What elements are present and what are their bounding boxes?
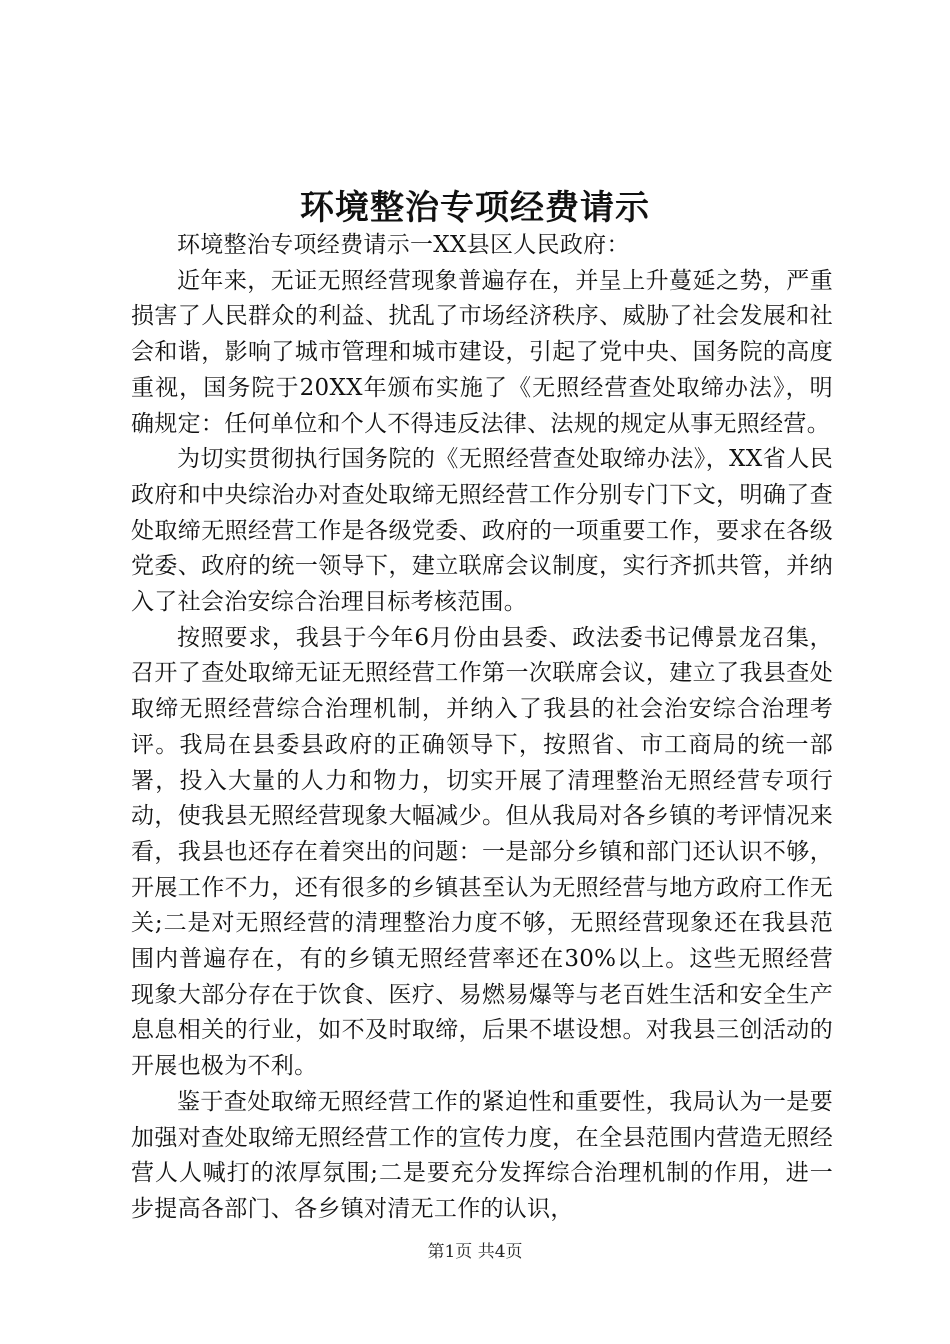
body-paragraph: 为切实贯彻执行国务院的《无照经营查处取缔办法》，XX省人民政府和中央综治办对查处取缔无照经营工作分别专门下文，明确了查处取缔无照经营工作是各级党委、政府的一项重要工作，要求在各级党委、政府的统一领导下，建立联席会议制度，实行齐抓共管，并纳入了社会治安综合治理目标考核范围。 — [131, 446, 833, 616]
page-number-footer: 第1页 共4页 — [427, 1242, 523, 1262]
salutation-paragraph: 环境整治专项经费请示一XX县区人民政府： — [177, 232, 630, 258]
body-paragraph: 近年来，无证无照经营现象普遍存在，并呈上升蔓延之势，严重损害了人民群众的利益、扰乱了市场经济秩序、威胁了社会发展和社会和谐，影响了城市管理和城市建设，引起了党中央、国务院的高度重视，国务院于20XX年颁布实施了《无照经营查处取缔办法》，明确规定：任何单位和个人不得违反法律、法规的规定从事无照经营。 — [131, 267, 833, 437]
body-paragraph: 按照要求，我县于今年6月份由县委、政法委书记傅景龙召集，召开了查处取缔无证无照经营工作第一次联席会议，建立了我县查处取缔无照经营综合治理机制，并纳入了我县的社会治安综合治理考评。我局在县委县政府的正确领导下，按照省、市工商局的统一部署，投入大量的人力和物力，切实开展了清理整治无照经营专项行动，使我县无照经营现象大幅减少。但从我局对各乡镇的考评情况来看，我县也还存在着突出的问题：一是部分乡镇和部门还认识不够，开展工作不力，还有很多的乡镇甚至认为无照经营与地方政府工作无关;二是对无照经营的清理整治力度不够，无照经营现象还在我县范围内普遍存在，有的乡镇无照经营率还在30%以上。这些无照经营现象大部分存在于饮食、医疗、易燃易爆等与老百姓生活和安全生产息息相关的行业，如不及时取缔，后果不堪设想。对我县三创活动的开展也极为不利。 — [131, 624, 833, 1080]
document-body — [131, 228, 833, 1228]
body-paragraph: 鉴于查处取缔无照经营工作的紧迫性和重要性，我局认为一是要加强对查处取缔无照经营工作的宣传力度，在全县范围内营造无照经营人人喊打的浓厚氛围;二是要充分发挥综合治理机制的作用，进一步提高各部门、各乡镇对清无工作的认识， — [131, 1088, 833, 1222]
document-title: 环境整治专项经费请示 — [300, 188, 650, 228]
